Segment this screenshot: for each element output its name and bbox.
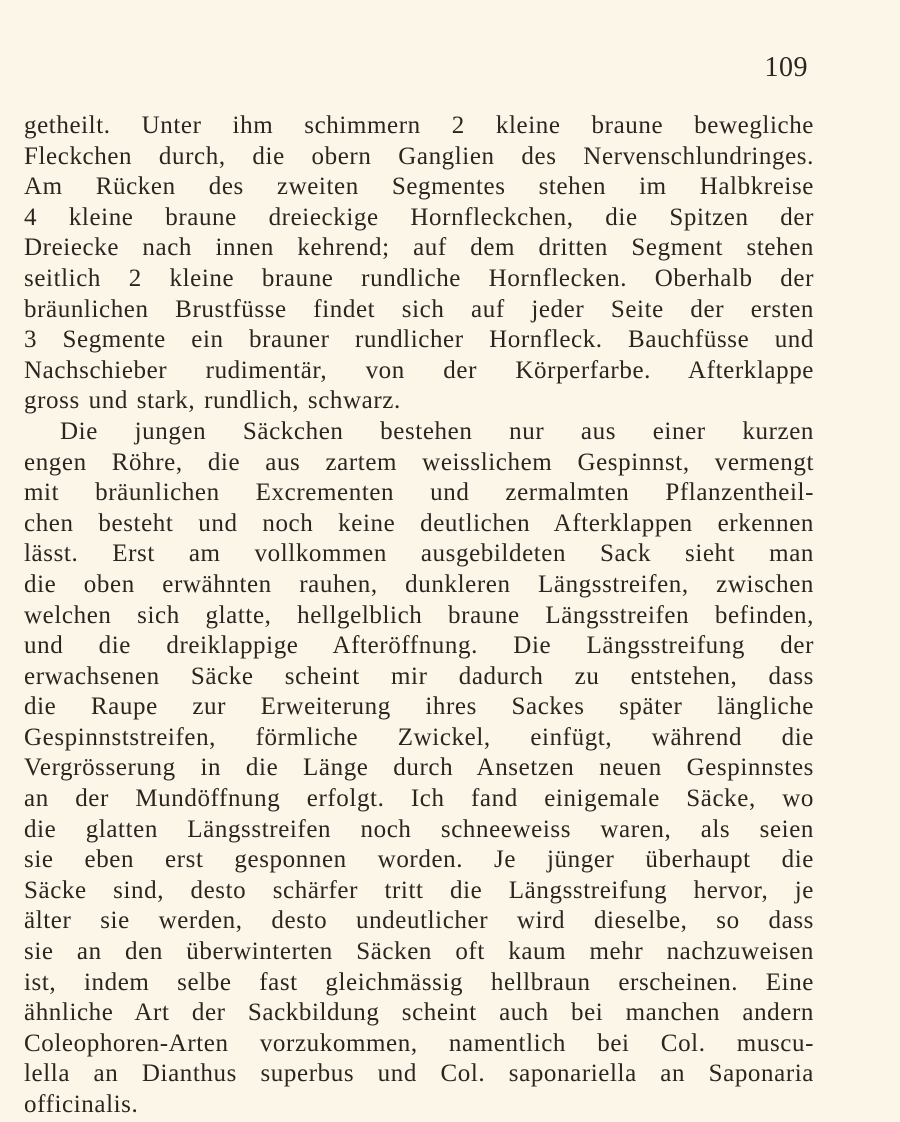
text-line: Nachschieber rudimentär, von der Körperfarbe. Afterklappe (24, 356, 814, 384)
text-line: chen besteht und noch keine deutlichen Afterklappen erkennen (24, 509, 814, 537)
text-line: Vergrösserung in die Länge durch Ansetzen neuen Gespinnstes (24, 754, 814, 782)
text-line: die Raupe zur Erweiterung ihres Sackes später längliche (24, 693, 814, 721)
text-line: Gespinnststreifen, förmliche Zwickel, einfügt, während die (24, 723, 814, 751)
text-line: bräunlichen Brustfüsse findet sich auf jeder Seite der ersten (24, 295, 814, 323)
text-line: Coleophoren-Arten vorzukommen, namentlich bei Col. muscu- (24, 1029, 814, 1057)
text-line: 3 Segmente ein brauner rundlicher Hornfleck. Bauchfüsse und (24, 326, 814, 354)
text-line: mit bräunlichen Excrementen und zermalmten Pflanzentheil- (24, 479, 814, 507)
text-line: Fleckchen durch, die obern Ganglien des Nervenschlundringes. (24, 142, 814, 170)
text-line: erwachsenen Säcke scheint mir dadurch zu entstehen, dass (24, 662, 814, 690)
text-line: die glatten Längsstreifen noch schneeweiss waren, als seien (24, 815, 814, 843)
page-number: 109 (764, 52, 808, 83)
text-line: an der Mundöffnung erfolgt. Ich fand einigemale Säcke, wo (24, 785, 814, 813)
text-line: seitlich 2 kleine braune rundliche Hornflecken. Oberhalb der (24, 264, 814, 292)
paragraph-start-line: Die jungen Säckchen bestehen nur aus einer kurzen (60, 417, 814, 445)
text-line: die oben erwähnten rauhen, dunkleren Längsstreifen, zwischen (24, 570, 814, 598)
text-line: Säcke sind, desto schärfer tritt die Längsstreifung hervor, je (24, 876, 814, 904)
text-line: älter sie werden, desto undeutlicher wird dieselbe, so dass (24, 907, 814, 935)
text-line: sie an den überwinterten Säcken oft kaum mehr nachzuweisen (24, 938, 814, 966)
text-line: sie eben erst gesponnen worden. Je jünger überhaupt die (24, 846, 814, 874)
text-line: getheilt. Unter ihm schimmern 2 kleine braune bewegliche (24, 112, 814, 139)
paragraph-end-line: gross und stark, rundlich, schwarz. (24, 387, 401, 415)
paragraph-end-line: officinalis. (24, 1091, 139, 1118)
text-line: Am Rücken des zweiten Segmentes stehen im Halbkreise (24, 173, 814, 201)
text-line: ähnliche Art der Sackbildung scheint auch bei manchen andern (24, 999, 814, 1027)
text-line: lässt. Erst am vollkommen ausgebildeten Sack sieht man (24, 540, 814, 568)
text-line: und die dreiklappige Afteröffnung. Die Längsstreifung der (24, 632, 814, 660)
text-line: 4 kleine braune dreieckige Hornfleckchen, die Spitzen der (24, 203, 814, 231)
text-line: lella an Dianthus superbus und Col. saponariella an Saponaria (24, 1060, 814, 1088)
text-line: engen Röhre, die aus zartem weisslichem Gespinnst, vermengt (24, 448, 814, 476)
body-text (24, 111, 814, 1121)
text-line: Dreiecke nach innen kehrend; auf dem dritten Segment stehen (24, 234, 814, 262)
text-line: welchen sich glatte, hellgelblich braune Längsstreifen befinden, (24, 601, 814, 629)
text-line: ist, indem selbe fast gleichmässig hellbraun erscheinen. Eine (24, 968, 814, 996)
